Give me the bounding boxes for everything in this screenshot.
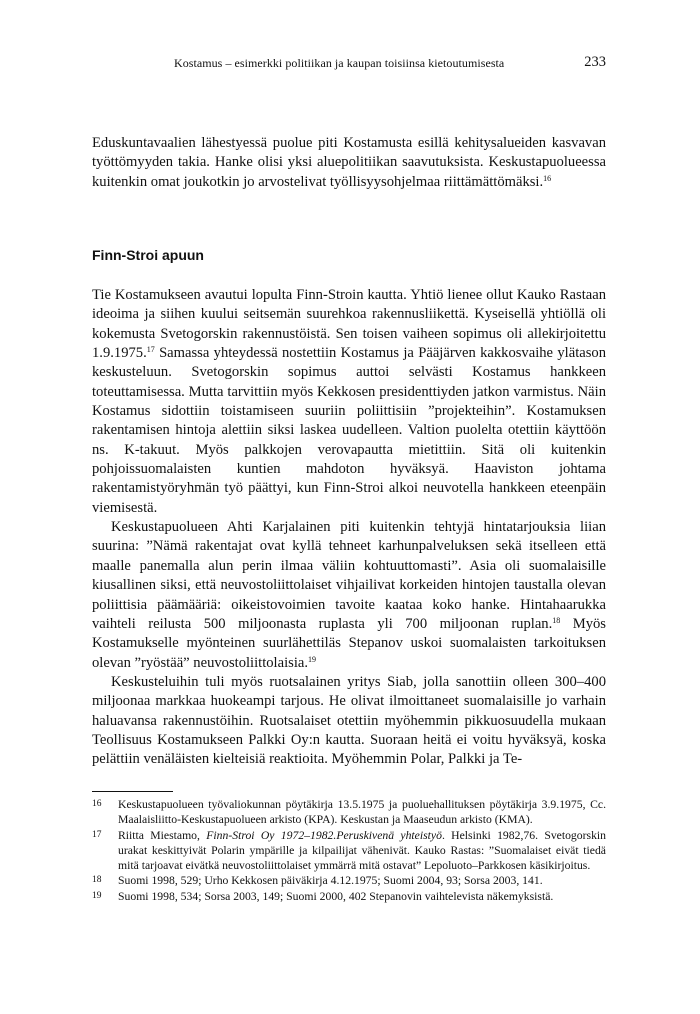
paragraph-1-text-b: Samassa yhteydessä nostettiin Kostamus ja Pääjärven kakkosvaihe ylätason keskusteluun. Svetogorskin sopimus auttoi selvästi Kostamus hankkeen toteuttamisessa. Mutta tarvittiin myös Kekkosen presidenttiyden jatkon varmistus. Näin Kostamus sidottiin toistamiseen suuriin poliittisiin ”projekteihin”. Kostamuksen rakentamisen hintoja alettiin siksi laskea uudelleen. Valtion puolelta otettiin käyttöön ns. K-takuut. Myös palkkojen verovapautta mietittiin. Sitä oli kuitenkin pohjoissuomalaisten kuntien mahdoton hyväksyä. Haaviston johtama rakentamistyöryhmän työ päättyi, kun Finn-Stroi alkoi neuvotella hankkeen eteenpäin viemisestä. xyxy=(92,345,606,516)
footnote-ref-16: 16 xyxy=(543,173,552,183)
footnote-cited-title: Finn-Stroi Oy 1972–1982.Peruskivenä yhteistyö xyxy=(206,828,442,842)
paragraph-3-text: Keskusteluihin tuli myös ruotsalainen yritys Siab, jolla sanottiin olleen 300–400 miljoonaa markkaa huokeampi tarjous. He olivat ilmoittaneet suomalaisille jo varhain haluavansa rakennustöihin. Ruotsalaiset otettiin myöhemmin pikkuosuudella mukaan Teollisuus Kostamukseen Palkki Oy:n kautta. Suoraan heitä ei voitu hyväksyä, koska pelättiin venäläisten kielteisiä reaktioita. Myöhemmin Polar, Palkki ja Te- xyxy=(92,673,606,768)
footnote-19 xyxy=(92,889,606,904)
paragraph-1 xyxy=(92,286,606,518)
footnote-17 xyxy=(92,828,606,874)
paragraph-3 xyxy=(92,673,606,770)
paragraph-2-text-b: Myös Kostamukselle myönteinen suurlähettiläs Stepanov uskoi suomalaisten tarkoituksen olevan ”ryöstää” neuvostoliittolaisia. xyxy=(92,615,606,671)
footnote-text: . Helsinki 1982,76. Svetogorskin urakat keskittyivät Polarin ympärille ja kilpailijat vähenivät. Kauko Rastas: ”Suomalaiset eivät tiedä mitä tarjoavat eivätkä neuvostoliittolaiset ymmärrä mitä ostavat” Lepoluoto–Parkkosen käsikirjoitus. xyxy=(118,828,606,873)
running-title: Kostamus – esimerkki politiikan ja kaupan toisiinsa kietoutumisesta xyxy=(174,56,505,70)
footnotes-section xyxy=(92,797,606,904)
footnote-16 xyxy=(92,797,606,828)
footnote-number: 18 xyxy=(92,875,102,886)
footnote-18 xyxy=(92,873,606,888)
footnote-text: Riitta Miestamo, xyxy=(118,828,207,842)
footnote-ref-18: 18 xyxy=(552,615,561,625)
intro-paragraph xyxy=(92,134,606,192)
paragraph-2-text-a: Keskustapuolueen Ahti Karjalainen piti kuitenkin tehtyjä hintatarjouksia liian suurina: ”Nämä rakentajat ovat kyllä tehneet karhunpalveluksen sekä itselleen että maalle panemalla alun perin ilmaa väliin kohtuuttomasti”. Asia oli suomalaisille kiusallinen siksi, että neuvostoliittolaiset vihjailivat korkeiden hintojen taustalla olevan poliittisia päämääriä: oikeistovoimien tavoite kaataa koko hanke. Hintahaarukka vaihteli reilusta 500 miljoonasta ruplasta yli 700 miljoonan ruplan. xyxy=(92,519,606,632)
footnote-text: Suomi 1998, 529; Urho Kekkosen päiväkirja 4.12.1975; Suomi 2004, 93; Sorsa 2003, 141. xyxy=(118,874,543,888)
footnote-number: 17 xyxy=(92,829,102,840)
footnote-number: 19 xyxy=(92,890,102,901)
section-heading: Finn-Stroi apuun xyxy=(92,247,204,263)
footnote-ref-19: 19 xyxy=(308,654,317,664)
paragraph-2 xyxy=(92,518,606,673)
main-body-text xyxy=(92,286,606,770)
page-number: 233 xyxy=(584,54,606,70)
paragraph-1-text-a: Tie Kostamukseen avautui lopulta Finn-Stroin kautta. Yhtiö lienee ollut Kauko Rastaan ideoima ja siihen kuului seitsemän suurehkoa rakennusliikettä. Kyseisellä yhtiöllä oli kokemusta Svetogorskin rakennustöistä. Sen toisen vaiheen sopimus oli allekirjoitettu 1.9.1975. xyxy=(92,287,606,362)
footnote-number: 16 xyxy=(92,799,102,809)
page-header xyxy=(92,54,606,74)
intro-paragraph-text: Eduskuntavaalien lähestyessä puolue piti Kostamusta esillä kehitysalueiden kasvavan työttömyyden takia. Hanke olisi yksi aluepolitiikan saavutuksista. Keskustapuolueessa kuitenkin omat joukotkin jo arvostelivat työllisyysohjelmaa riittämättömäksi. xyxy=(92,135,606,190)
footnote-text: Keskustapuolueen työvaliokunnan pöytäkirja 13.5.1975 ja puoluehallituksen pöytäkirja 3.9.1975, Cc. Maalaisliitto-Keskustapuolueen arkisto (KPA). Keskustan ja Maaseudun arkisto (KMA). xyxy=(118,798,606,827)
footnote-text: Suomi 1998, 534; Sorsa 2003, 149; Suomi 2000, 402 Stepanovin vaihtelevista näkemyksistä. xyxy=(118,889,554,903)
intro-paragraph-block xyxy=(92,134,606,192)
footnote-separator xyxy=(92,791,173,792)
footnote-ref-17: 17 xyxy=(146,345,155,355)
